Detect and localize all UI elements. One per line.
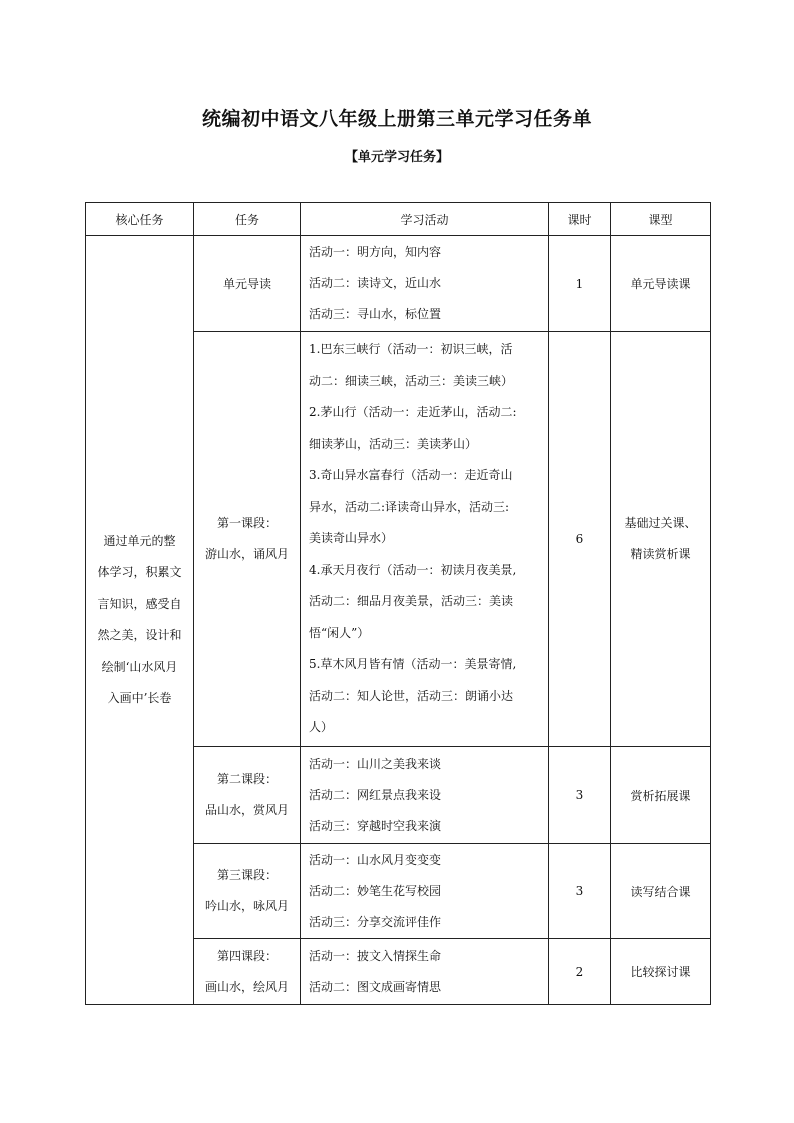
header-activities: 学习活动 [301,203,549,236]
task-label: 画山水，绘风月 [204,979,289,994]
task-label: 第四课段： [216,948,277,963]
activity-line: 活动二：图文成画寄情思 [309,979,442,994]
activity-line: 活动二：读诗文，近山水 [309,276,442,290]
activity-line: 活动二：网红景点我来设 [309,787,442,802]
activity-line: 活动三：分享交流评佳作 [309,914,442,929]
hours-cell: 3 [549,747,611,844]
lesson-type-cell: 比较探讨课 [611,939,711,1005]
core-task-cell [86,236,194,1005]
task-label: 第一课段： [216,515,277,530]
core-task-line: 绘制‘山水风月 [101,659,178,674]
task-label: 品山水，赏风月 [204,803,289,817]
activity-line: 美读奇山异水） [309,531,394,546]
task-cell [194,747,301,844]
lesson-type-cell [611,332,711,747]
core-task-line: 言知识，感受自 [97,596,182,611]
activities-cell [301,236,549,332]
activity-line: 4.承天月夜行（活动一：初读月夜美景, [309,562,517,577]
activity-line: 细读茅山，活动三：美读茅山） [309,436,478,451]
core-task-line: 然之美，设计和 [97,628,182,642]
activity-line: 活动一：山川之美我来谈 [309,756,442,771]
section-subtitle: 【单元学习任务】 [344,150,449,165]
activity-line: 活动三：寻山水，标位置 [309,307,442,321]
table-row [86,236,711,332]
table-header-row [86,203,711,236]
activity-line: 3.奇山异水富春行（活动一：走近奇山 [309,468,513,483]
lesson-type-cell: 读写结合课 [611,844,711,939]
task-label: 游山水，诵风月 [204,547,289,561]
activity-line: 活动二：知人论世，活动三：朗诵小达 [309,688,514,703]
hours-cell: 3 [549,844,611,939]
activity-line: 5.草木风月皆有情（活动一：美景寄情, [309,657,517,672]
task-label: 第二课段： [216,771,277,786]
lesson-type-line: 精读赏析课 [630,547,691,561]
core-task-line: 体学习，积累文 [97,565,182,579]
task-label: 单元导读 [222,276,271,291]
lesson-type-line: 基础过关课、 [624,515,697,530]
activity-line: 活动二：细品月夜美景，活动三：美读 [309,594,514,609]
task-cell [194,332,301,747]
header-hours: 课时 [549,203,611,236]
activities-cell [301,332,549,747]
header-task: 任务 [194,203,301,236]
activity-line: 活动三：穿越时空我来演 [309,818,442,833]
activity-line: 活动一：披文入情探生命 [309,948,442,963]
activity-line: 人） [309,720,334,735]
unit-task-table [85,202,711,1005]
activity-line: 动二：细读三峡，活动三：美读三峡） [309,373,514,388]
activities-cell [301,844,549,939]
lesson-type-cell: 单元导读课 [611,236,711,332]
task-cell [194,236,301,332]
task-label: 第三课段： [216,867,277,882]
activity-line: 2.茅山行（活动一：走近茅山，活动二: [309,405,517,420]
task-label: 吟山水，咏风月 [204,899,289,913]
activity-line: 活动二：妙笔生花写校园 [309,883,442,898]
activity-line: 活动一：山水风月变变变 [309,852,442,867]
hours-cell: 1 [549,236,611,332]
document-title: 统编初中语文八年级上册第三单元学习任务单 [201,108,592,130]
hours-cell: 6 [549,332,611,747]
activities-cell [301,939,549,1005]
activity-line: 异水，活动二:译读奇山异水，活动三: [309,499,510,514]
task-cell [194,939,301,1005]
activity-line: 悟“闲人”） [309,625,370,640]
core-task-line: 入画中’长卷 [107,691,172,705]
lesson-type-cell: 赏析拓展课 [611,747,711,844]
header-lesson-type: 课型 [611,203,711,236]
header-core-task: 核心任务 [86,203,194,236]
core-task-line: 通过单元的整 [103,533,176,548]
activities-cell [301,747,549,844]
hours-cell: 2 [549,939,611,1005]
activity-line: 活动一：明方向，知内容 [309,245,442,259]
task-cell [194,844,301,939]
activity-line: 1.巴东三峡行（活动一：初识三峡，活 [309,342,513,357]
